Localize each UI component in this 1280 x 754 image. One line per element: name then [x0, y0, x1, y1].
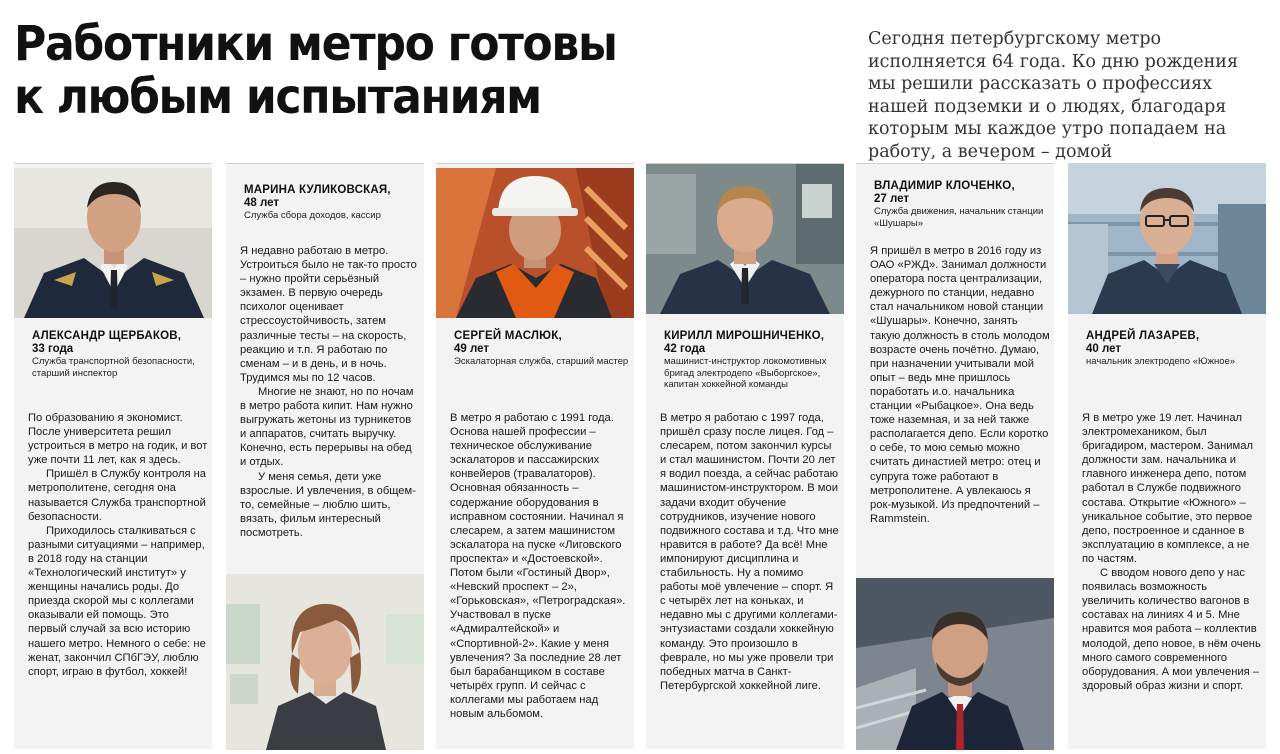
- text-paragraph: Я пришёл в метро в 2016 году из ОАО «РЖД». Занимал должности оператора поста централизации, дежурного по станции, недавно стал начальником новой станции «Шушары». Конечно, занять такую должность в столь молодом возрасте очень почётно. Думаю, при назначении учитывали мой опыт – ведь мне пришлось поработать и.о. начальника станции «Рыбацкое». Она ведь тоже наземная, и за ней также располагается депо. Если коротко о себе, то мою семью можно считать династией метро: отец и супруга тоже работают в метрополитене. А увлекаюсь я рок-музыкой. Из предпочтений – Rammstein.: [870, 245, 1050, 525]
- portrait-photo: [1068, 164, 1266, 314]
- text-paragraph: Многие не знают, но по ночам в метро работа кипит. Нам нужно выгружать жетоны из турникетов и аппаратов, считать выручку. Конечно, есть перерывы на обед и отдых.: [240, 385, 414, 469]
- person-age: 49 лет: [454, 343, 490, 355]
- bio-header: [32, 330, 208, 379]
- profile-column-kulikovskaya: [226, 163, 424, 749]
- person-name: СЕРГЕЙ МАСЛЮК,: [454, 330, 562, 342]
- portrait-photo: [646, 164, 844, 314]
- person-name: МАРИНА КУЛИКОВСКАЯ,: [244, 184, 391, 196]
- person-name: АЛЕКСАНДР ЩЕРБАКОВ,: [32, 330, 182, 342]
- bio-header: [874, 180, 1050, 229]
- person-age: 48 лет: [244, 197, 280, 209]
- lead-paragraph: Сегодня петербургскому метро исполняется 64 года. Ко дню рождения мы решили рассказать о профессиях нашей подземки и о людях, благодаря которым мы каждое утро попадаем на работу, а вечером – домой: [868, 29, 1239, 162]
- person-role: машинист-инструктор локомотивных бригад электродепо «Выборгское», капитан хоккейной команды: [664, 356, 827, 390]
- person-role: начальник электродепо «Южное»: [1086, 356, 1236, 367]
- person-age: 40 лет: [1086, 343, 1122, 355]
- person-role: Служба транспортной безопасности, старший инспектор: [32, 356, 195, 379]
- portrait-photo: [856, 578, 1054, 750]
- headline-line-1: Работники метро готовы: [14, 16, 617, 72]
- person-age: 27 лет: [874, 193, 910, 205]
- person-name: АНДРЕЙ ЛАЗАРЕВ,: [1086, 330, 1200, 342]
- text-paragraph: Я в метро уже 19 лет. Начинал электромехаником, был бригадиром, мастером. Занимал должности зам. начальника и главного инженера депо, потом работал в Службе подвижного состава. Открытие «Южного» – уникальное событие, это первое депо, построенное и сданное в эксплуатацию в комплексе, а не по частям.: [1082, 412, 1253, 565]
- text-paragraph: С вводом нового депо у нас появилась возможность увеличить количество вагонов в составах на линиях 4 и 5. Мне нравится моя работа – коллектив молодой, депо новое, в нём очень много самого современного оборудования. А мои увлечения – здоровый образ жизни и спорт.: [1082, 567, 1261, 692]
- profile-column-klochenko: [856, 163, 1054, 749]
- profile-column-lazarev: [1068, 163, 1266, 749]
- portrait-photo: [226, 574, 424, 750]
- text-paragraph: По образованию я экономист. После университета решил устроиться в метро на годик, и вот уже почти 11 лет, как я здесь.: [28, 412, 208, 467]
- profile-column-maslyuk: [436, 163, 634, 749]
- interview-text: [450, 411, 630, 721]
- person-role: Служба движения, начальник станции «Шушары»: [874, 206, 1044, 229]
- bio-header: [1086, 330, 1262, 368]
- page-headline: [14, 18, 713, 124]
- text-paragraph: В метро я работаю с 1991 года. Основа нашей профессии – техническое обслуживание эскалаторов и пассажирских конвейеров (травалаторов). Основная обязанность – содержание оборудования в исправном состоянии. Начинал я слесарем, а затем машинистом эскалатора на пуске «Лиговского проспекта» и «Достоевской». Потом были «Гостиный Двор», «Невский проспект – 2», «Горьковская», «Петроградская». Участвовал в пуске «Адмиралтейской» и «Спортивной-2». Какие у меня увлечения? За последние 28 лет был барабанщиком в составе четырёх групп. И сейчас с коллегами мы работаем над новым альбомом.: [450, 412, 626, 720]
- text-paragraph: У меня семья, дети уже взрослые. И увлечения, в общем-то, семейные – люблю шить, вязать, фильм интересный посмотреть.: [240, 470, 416, 539]
- interview-text: [240, 244, 420, 540]
- text-paragraph: Пришёл в Службу контроля на метрополитене, сегодня она называется Служба транспортной безопасности.: [28, 468, 207, 523]
- interview-text: [660, 411, 840, 693]
- interview-text: [870, 244, 1050, 526]
- interview-text: [1082, 411, 1262, 693]
- person-age: 33 года: [32, 343, 74, 355]
- text-paragraph: Я недавно работаю в метро. Устроиться было не так-то просто – нужно пройти серьёзный экзамен. В первую очередь психолог оценивает стрессоустойчивость, затем различные тесты – на скорость, реакцию и т.п. Я работаю по сменам – и в день, и в ночь. Трудимся мы по 12 часов.: [240, 245, 417, 384]
- portrait-photo: [14, 168, 212, 318]
- text-paragraph: В метро я работаю с 1997 года, пришёл сразу после лицея. Год – слесарем, потом закончил курсы и стал машинистом. Почти 20 лет я водил поезда, а сейчас работаю машинистом-инструктором. В мои задачи входит обучение сотрудников, изучение нового подвижного состава и т.д. Что мне нравится в работе? Да всё! Мне импонируют дисциплина и стабильность. Ну а помимо работы моё увлечение – спорт. Я с четырёх лет на коньках, и недавно мы с другими коллегами-энтузиастами создали хоккейную команду. Это произошло в феврале, но мы уже провели три победных матча в Санкт-Петербургской хоккейной лиге.: [660, 412, 839, 692]
- person-role: Служба сбора доходов, кассир: [244, 210, 381, 221]
- text-paragraph: Приходилось сталкиваться с разными ситуациями – например, в 2018 году на станции «Технологический институт» у женщины начались роды. До приезда скорой мы с коллегами оказывали ей помощь. Это первый случай за всю историю нашего метро. Немного о себе: не женат, закончил СПбГЭУ, люблю спорт, играю в футбол, хоккей!: [28, 524, 206, 678]
- person-role: Эскалаторная служба, старший мастер: [454, 356, 629, 367]
- headline-line-2: к любым испытаниям: [14, 69, 541, 125]
- profile-column-miroshnichenko: [646, 163, 844, 749]
- bio-header: [664, 330, 840, 391]
- person-name: ВЛАДИМИР КЛОЧЕНКО,: [874, 180, 1015, 192]
- interview-text: [28, 411, 208, 679]
- person-name: КИРИЛЛ МИРОШНИЧЕНКО,: [664, 330, 825, 342]
- profile-column-shcherbakov: [14, 163, 212, 749]
- bio-header: [454, 330, 630, 368]
- bio-header: [244, 184, 420, 222]
- portrait-photo: [436, 168, 634, 318]
- person-age: 42 года: [664, 343, 706, 355]
